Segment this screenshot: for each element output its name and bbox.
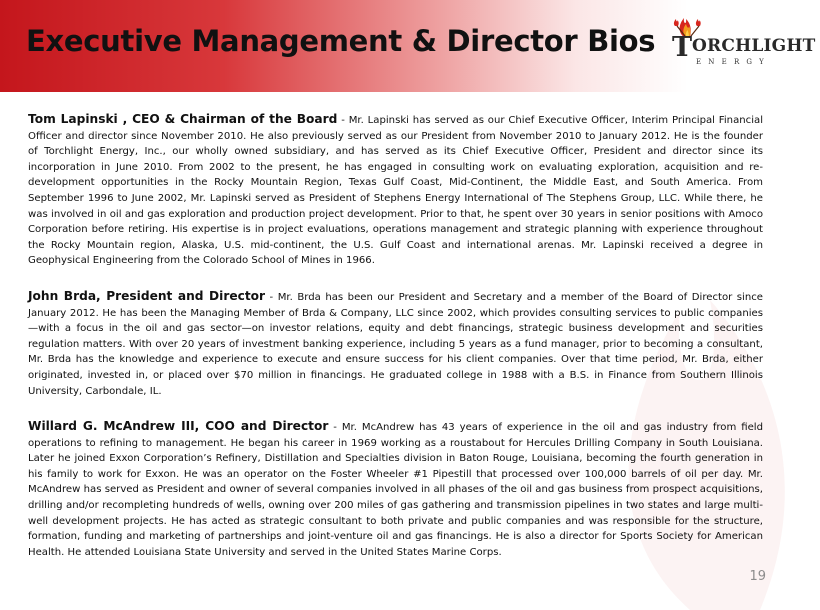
- bio-text: Mr. McAndrew has 43 years of experience in the oil and gas industry from field operations to refining to management. He began his career in 1969 working as a roustabout for Hercules Drilling Company in South Louisiana. Later he joined Exxon Corporation’s Refinery, Distillation and Specialties division in Baton Rouge, Louisiana, becoming the fourth generation in his family to work for Exxon. He was an operator on the Foster Wheeler #1 Pipestill that processed over 100,000 barrels of oil per day. Mr. McAndrew has served as President and owner of several companies involved in all phases of the oil and gas business from prospect acquisitions, drilling and/or recompleting hundreds of wells, owning over 200 miles of gas gathering and transmission pipelines in two states and large multi-well development projects. He has acted as strategic consultant to both private and public companies and was responsible for the structure, formation, funding and marketing of partnerships and joint-venture oil and gas financings. He is also a director for Sports Society for American Health. He attended Louisiana State University and served in the United States Marine Corps.: [28, 422, 763, 558]
- bio-separator: -: [265, 291, 278, 303]
- slide-title: Executive Management & Director Bios: [26, 24, 656, 58]
- bio-text: Mr. Brda has been our President and Secretary and a member of the Board of Director since January 2012. He has been the Managing Member of Brda & Company, LLC since 2002, which provides consulting services to public companies—with a focus in the oil and gas sector—on investor relations, equity and debt financings, strategic business development and securities regulation matters. With over 20 years of investment banking experience, including 5 years as a fund manager, prior to becoming a consultant, Mr. Brda has the knowledge and experience to execute and ensure success for his client companies. Over that time period, Mr. Brda, either originated, invested in, or placed over $70 million in financings. He graduated college in 1988 with a B.S. in Finance from Southern Illinois University, Carbondale, IL.: [28, 291, 764, 397]
- page-number: 19: [749, 569, 766, 584]
- bio-name: John Brda, President and Director: [28, 288, 266, 303]
- logo-name: ORCHLIGHT: [692, 36, 816, 56]
- company-logo: [662, 12, 816, 74]
- bio-john-brda: [28, 289, 763, 399]
- bios-content: [28, 112, 763, 580]
- logo-tagline: ENERGY: [696, 58, 771, 66]
- bio-name: Tom Lapinski , CEO & Chairman of the Board: [28, 112, 338, 126]
- logo-wordmark: [662, 32, 816, 72]
- bio-text: Mr. Lapinski has served as our Chief Executive Officer, Interim Principal Financial Officer and director since November 2010. He also previously served as our President from November 2010 to January 2012. He is the founder of Torchlight Energy, Inc., our wholly owned subsidiary, and has served as its Chief Executive Officer, President and director since its incorporation in June 2010. From 2002 to the present, he has engaged in consulting work on evaluating exploration, acquisition and re-development opportunities in the Rocky Mountain Region, Texas Gulf Coast, Mid-Continent, the Middle East, and South America. From September 1996 to June 2002, Mr. Lapinski served as President of Stephens Energy International of The Stephens Group, LLC. While there, he was involved in oil and gas exploration and production project development. Prior to that, he spent over 30 years in senior positions with Amoco Corporation before retiring. His expertise is in project evaluations, operations management and strategic planning with experience throughout the Rocky Mountain region, Alaska, U.S. mid-continent, the U.S. Gulf Coast and international arenas. Mr. Lapinski received a degree in Geophysical Engineering from the Colorado School of Mines in 1966.: [28, 115, 764, 267]
- bio-separator: -: [337, 115, 349, 126]
- bio-name: Willard G. McAndrew III, COO and Director: [28, 419, 329, 434]
- bio-separator: -: [328, 422, 342, 434]
- bio-willard-mcandrew: [28, 419, 763, 560]
- bio-tom-lapinski: [28, 112, 763, 269]
- logo-initial: T: [672, 32, 693, 63]
